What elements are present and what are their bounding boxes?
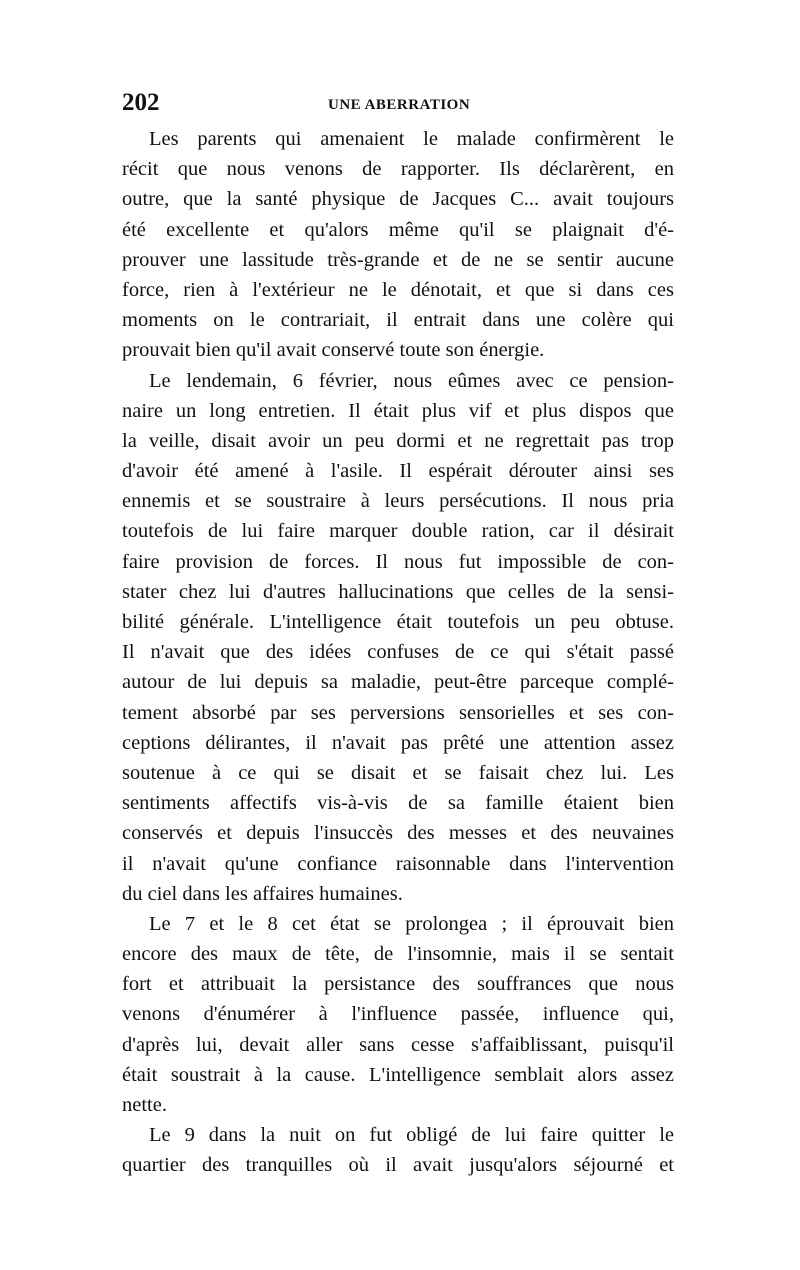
text-line: il n'avait qu'une confiance raisonnable dans l'intervention [122, 852, 674, 875]
text-line: Le lendemain, 6 février, nous eûmes avec ce pension- [149, 369, 674, 392]
running-title: UNE ABERRATION [328, 97, 471, 113]
page-number: 202 [122, 89, 160, 116]
text-line: prouvait bien qu'il avait conservé toute son énergie. [122, 339, 545, 362]
text-line: Le 7 et le 8 cet état se prolongea ; il éprouvait bien [149, 912, 674, 935]
text-line: sentiments affectifs vis-à-vis de sa famille étaient bien [122, 792, 674, 815]
text-line: toutefois de lui faire marquer double ration, car il désirait [122, 520, 674, 543]
text-line: quartier des tranquilles où il avait jusqu'alors séjourné et [122, 1154, 674, 1177]
text-line: naire un long entretien. Il était plus vif et plus dispos que [122, 399, 674, 422]
text-line: force, rien à l'extérieur ne le dénotait, et que si dans ces [122, 278, 674, 301]
text-line: prouver une lassitude très-grande et de ne se sentir aucune [122, 248, 674, 271]
text-line: ennemis et se soustraire à leurs persécutions. Il nous pria [122, 490, 674, 513]
paragraph-1 [122, 124, 674, 366]
body-text [122, 124, 674, 1181]
running-head [122, 88, 674, 124]
paragraph-3 [122, 909, 674, 1120]
text-line: Le 9 dans la nuit on fut obligé de lui faire quitter le [149, 1124, 674, 1147]
text-line: la veille, disait avoir un peu dormi et ne regrettait pas trop [122, 429, 674, 452]
text-line: bilité générale. L'intelligence était toutefois un peu obtuse. [122, 611, 674, 633]
text-line: venons d'énumérer à l'influence passée, influence qui, [122, 1003, 674, 1026]
text-line: tement absorbé par ses perversions sensorielles et ses con- [122, 701, 674, 724]
paragraph-4 [122, 1120, 674, 1180]
text-line: ceptions délirantes, il n'avait pas prêté une attention assez [122, 731, 674, 754]
text-line: faire provision de forces. Il nous fut impossible de con- [122, 550, 674, 573]
text-line: conservés et depuis l'insuccès des messes et des neuvaines [122, 822, 674, 845]
text-line: Il n'avait que des idées confuses de ce qui s'était passé [122, 641, 674, 664]
text-line: autour de lui depuis sa maladie, peut-être parceque complé- [122, 671, 674, 694]
text-line: d'avoir été amené à l'asile. Il espérait dérouter ainsi ses [122, 460, 674, 483]
text-line: soutenue à ce qui se disait et se faisait chez lui. Les [122, 761, 674, 784]
text-line: d'après lui, devait aller sans cesse s'affaiblissant, puisqu'il [122, 1033, 674, 1056]
text-line: stater chez lui d'autres hallucinations que celles de la sensi- [122, 580, 674, 603]
text-line: nette. [122, 1094, 167, 1116]
book-page [122, 88, 674, 1181]
text-line: outre, que la santé physique de Jacques C... avait toujours [122, 188, 674, 211]
text-line: fort et attribuait la persistance des souffrances que nous [122, 973, 674, 996]
text-line: du ciel dans les affaires humaines. [122, 882, 403, 905]
text-line: Les parents qui amenaient le malade confirmèrent le [149, 128, 674, 150]
text-line: encore des maux de tête, de l'insomnie, mais il se sentait [122, 943, 674, 966]
text-line: moments on le contrariait, il entrait dans une colère qui [122, 309, 674, 332]
text-line: était soustrait à la cause. L'intelligence semblait alors assez [122, 1063, 674, 1086]
text-line: été excellente et qu'alors même qu'il se plaignait d'é- [122, 218, 674, 241]
text-line: récit que nous venons de rapporter. Ils déclarèrent, en [122, 158, 674, 181]
paragraph-2 [122, 366, 674, 909]
